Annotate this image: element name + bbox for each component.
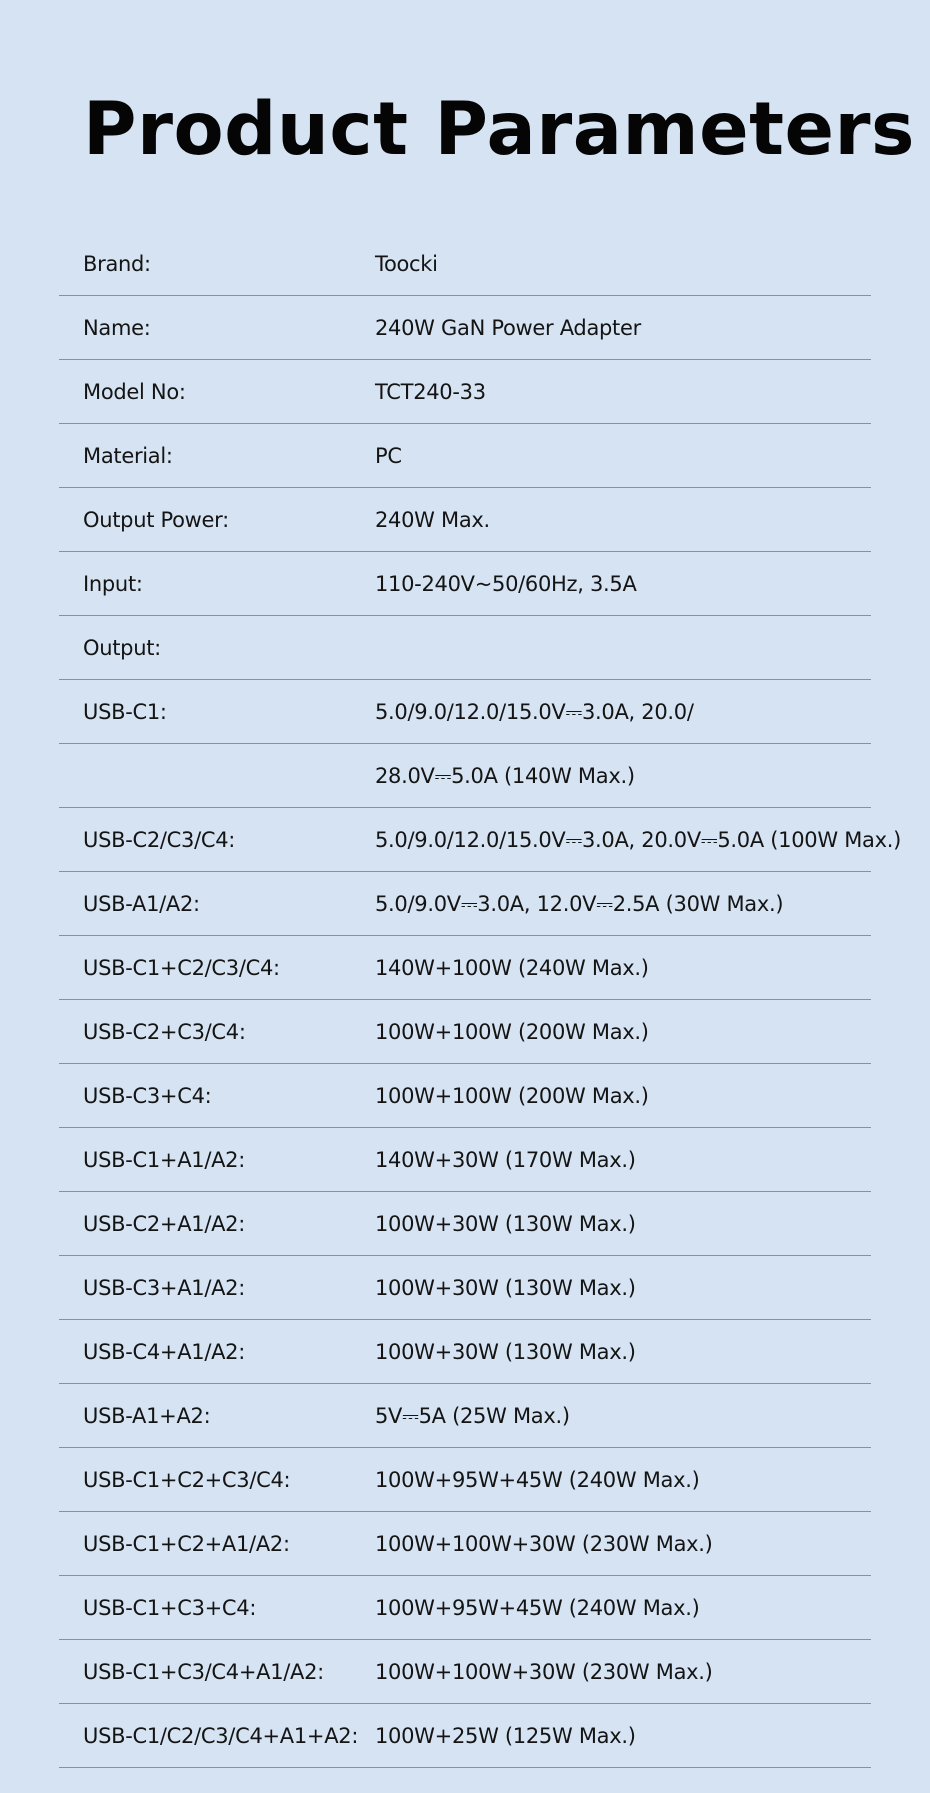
table-row [59, 1128, 871, 1192]
row-label: USB-C1+C2+A1/A2: [83, 1532, 290, 1556]
table-row [59, 552, 871, 616]
row-value: 100W+100W (200W Max.) [375, 1084, 649, 1108]
row-label: Material: [83, 444, 173, 468]
row-value: 5V⎓5A (25W Max.) [375, 1404, 570, 1428]
row-value: 5.0/9.0/12.0/15.0V⎓3.0A, 20.0V⎓5.0A (100W Max.) [375, 828, 901, 852]
row-value: 140W+100W (240W Max.) [375, 956, 649, 980]
row-value: TCT240-33 [375, 380, 486, 404]
table-row [59, 808, 901, 872]
table-row [59, 488, 871, 552]
table-row [59, 296, 871, 360]
row-label: USB-C3+C4: [83, 1084, 212, 1108]
table-row [59, 1384, 871, 1448]
row-label: Model No: [83, 380, 186, 404]
table-row [59, 872, 871, 936]
table-row [59, 1576, 871, 1640]
table-row [59, 1256, 871, 1320]
table-row [59, 1512, 871, 1576]
row-value: 240W GaN Power Adapter [375, 316, 641, 340]
table-row [59, 1192, 871, 1256]
row-value: PC [375, 444, 402, 468]
row-label: USB-C3+A1/A2: [83, 1276, 246, 1300]
table-row [59, 936, 871, 1000]
row-label: USB-C4+A1/A2: [83, 1340, 246, 1364]
row-label: USB-C2+A1/A2: [83, 1212, 246, 1236]
table-row [59, 1000, 871, 1064]
row-label: USB-C1+C2/C3/C4: [83, 956, 280, 980]
table-row [59, 1064, 871, 1128]
row-label: USB-A1+A2: [83, 1404, 211, 1428]
row-value: 110-240V~50/60Hz, 3.5A [375, 572, 637, 596]
row-label: USB-C1+C2+C3/C4: [83, 1468, 291, 1492]
table-row [59, 1640, 871, 1704]
row-label: USB-C1: [83, 700, 167, 724]
parameters-table [59, 232, 901, 1768]
row-value: 140W+30W (170W Max.) [375, 1148, 636, 1172]
row-value: 240W Max. [375, 508, 490, 532]
row-value: 100W+95W+45W (240W Max.) [375, 1596, 700, 1620]
table-row [59, 616, 871, 680]
row-label: Output Power: [83, 508, 229, 532]
row-label: Brand: [83, 252, 151, 276]
row-value: 100W+30W (130W Max.) [375, 1276, 636, 1300]
table-row [59, 360, 871, 424]
row-label: USB-C1/C2/C3/C4+A1+A2: [83, 1724, 359, 1748]
table-row [59, 232, 871, 296]
table-row [59, 744, 871, 808]
row-value: 100W+30W (130W Max.) [375, 1340, 636, 1364]
row-label: USB-A1/A2: [83, 892, 200, 916]
row-value: 5.0/9.0/12.0/15.0V⎓3.0A, 20.0/ [375, 700, 694, 724]
row-value: 5.0/9.0V⎓3.0A, 12.0V⎓2.5A (30W Max.) [375, 892, 784, 916]
row-value: 100W+95W+45W (240W Max.) [375, 1468, 700, 1492]
row-value: 28.0V⎓5.0A (140W Max.) [375, 764, 635, 788]
row-value: 100W+100W (200W Max.) [375, 1020, 649, 1044]
row-value: 100W+100W+30W (230W Max.) [375, 1532, 713, 1556]
row-label: USB-C1+A1/A2: [83, 1148, 246, 1172]
row-label: Name: [83, 316, 151, 340]
table-row [59, 680, 871, 744]
row-value: 100W+100W+30W (230W Max.) [375, 1660, 713, 1684]
table-row [59, 1448, 871, 1512]
page-title: Product Parameters [83, 87, 915, 172]
row-label: Input: [83, 572, 143, 596]
table-row [59, 1320, 871, 1384]
row-label: USB-C1+C3+C4: [83, 1596, 257, 1620]
row-value: 100W+30W (130W Max.) [375, 1212, 636, 1236]
table-row [59, 424, 871, 488]
row-label: Output: [83, 636, 161, 660]
row-label: USB-C2+C3/C4: [83, 1020, 246, 1044]
table-row [59, 1704, 871, 1768]
row-label: USB-C2/C3/C4: [83, 828, 236, 852]
row-label: USB-C1+C3/C4+A1/A2: [83, 1660, 324, 1684]
row-value: Toocki [375, 252, 438, 276]
row-value: 100W+25W (125W Max.) [375, 1724, 636, 1748]
